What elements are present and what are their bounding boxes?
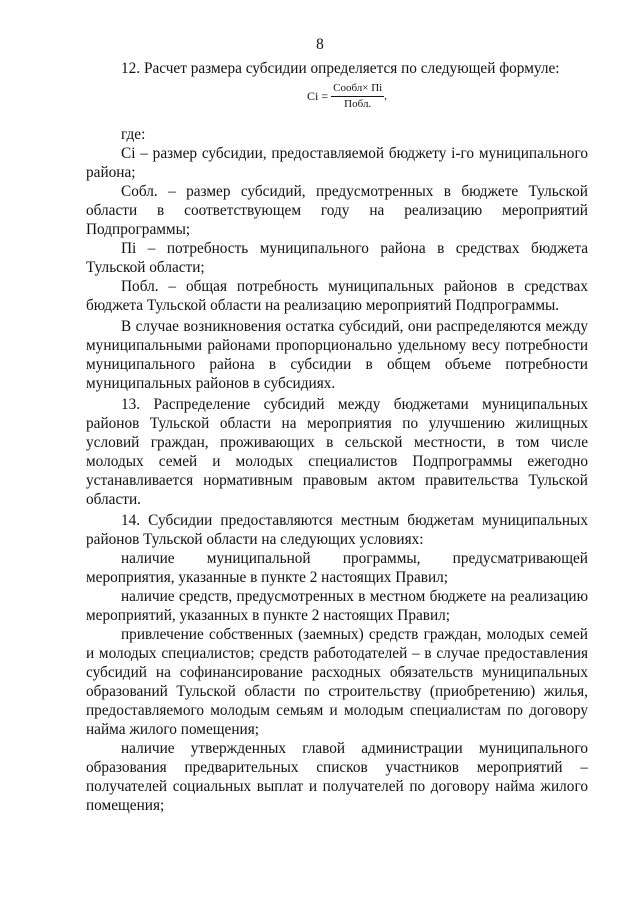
- condition-local-budget: наличие средств, предусмотренных в местном бюджете на реализацию мероприятий, указанных в пункте 2 настоящих Правил;: [86, 588, 588, 624]
- where-label: где:: [121, 126, 146, 143]
- definition-pobl: Побл. – общая потребность муниципальных районов в средствах бюджета Тульской области на реализацию мероприятий Подпрограммы.: [86, 278, 588, 314]
- subsidy-formula: [86, 82, 588, 111]
- condition-municipal-program: наличие муниципальной программы, предусматривающей мероприятия, указанные в пункте 2 настоящих Правил;: [86, 550, 588, 586]
- formula-lhs: Ci =: [307, 89, 329, 103]
- definition-cobl: Cобл. – размер субсидий, предусмотренных в бюджете Тульской области в соответствующем году на реализацию мероприятий Подпрограммы;: [86, 183, 588, 238]
- definition-pi: Пi – потребность муниципального района в средствах бюджета Тульской области;: [86, 240, 588, 276]
- paragraph-remainder: В случае возникновения остатка субсидий, они распределяются между муниципальными районами пропорционально удельному весу потребности муниципального района в субсидии в общем объеме потребности муниципальных районов в субсидиях.: [86, 318, 588, 392]
- page-number: 8: [316, 36, 324, 53]
- definition-ci: Ci – размер субсидии, предоставляемой бюджету i-го муниципального района;: [86, 145, 588, 181]
- condition-approved-lists: наличие утвержденных главой администрации муниципального образования предварительных списков участников мероприятий – получателей социальных выплат и получателей по договору найма жилого помещения;: [86, 740, 588, 814]
- document-body: [86, 59, 588, 815]
- paragraph-13: 13. Распределение субсидий между бюджетами муниципальных районов Тульской области на мероприятия по улучшению жилищных условий граждан, проживающих в сельской местности, в том числе молодых семей и молодых специалистов Подпрограммы ежегодно устанавливается нормативным правовым актом правительства Тульской области.: [86, 396, 588, 508]
- formula-numerator: Cообл× Пi: [331, 82, 384, 97]
- paragraph-12-intro: 12. Расчет размера субсидии определяется по следующей формуле:: [121, 60, 560, 77]
- formula-trailing: ,: [384, 90, 387, 102]
- formula-fraction: [331, 82, 384, 111]
- condition-own-funds: привлечение собственных (заемных) средств граждан, молодых семей и молодых специалистов; средств работодателей – в случае предоставления субсидий на софинансирование расходных обязательств муниципальных образований Тульской области по строительству (приобретению) жилья, предоставляемого молодым семьям и молодым специалистам по договору найма жилого помещения;: [86, 626, 588, 738]
- formula-denominator: Побл.: [344, 98, 372, 110]
- paragraph-14: 14. Субсидии предоставляются местным бюджетам муниципальных районов Тульской области на следующих условиях:: [86, 512, 588, 548]
